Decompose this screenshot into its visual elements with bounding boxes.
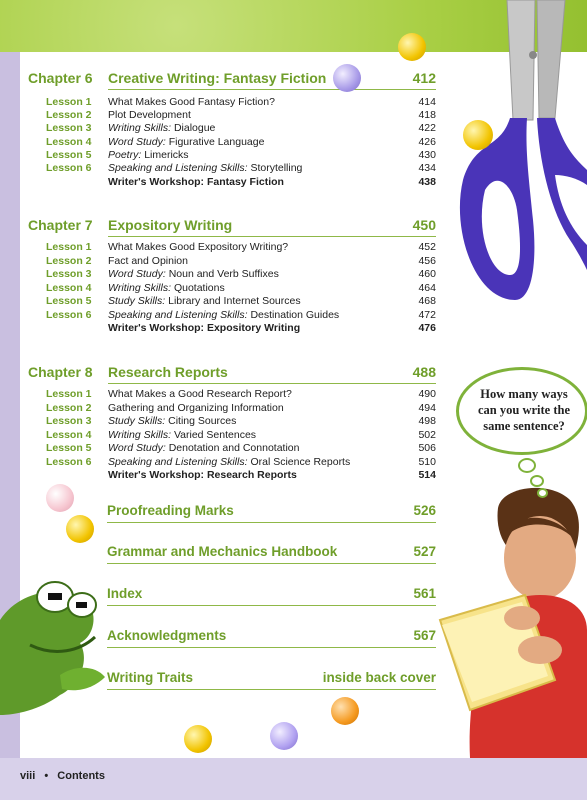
lesson-page: 498 xyxy=(418,415,436,427)
lesson-title: Writing Skills: Varied Sentences xyxy=(108,429,257,441)
lesson-number: Lesson 4 xyxy=(46,429,92,441)
lesson-row[interactable] xyxy=(28,442,436,455)
lesson-number: Lesson 4 xyxy=(46,282,92,294)
lesson-number: Lesson 3 xyxy=(46,268,92,280)
bead-icon xyxy=(331,697,359,725)
bead-icon xyxy=(270,722,298,750)
workshop-title: Writer's Workshop: Fantasy Fiction xyxy=(108,176,284,188)
lesson-title: Word Study: Noun and Verb Suffixes xyxy=(108,268,279,280)
lesson-page: 430 xyxy=(418,149,436,161)
divider xyxy=(107,647,436,648)
workshop-title: Writer's Workshop: Research Reports xyxy=(108,469,297,481)
lesson-page: 426 xyxy=(418,136,436,148)
lesson-title: Study Skills: Library and Internet Sources xyxy=(108,295,301,307)
lesson-row[interactable] xyxy=(28,149,436,162)
workshop-row[interactable] xyxy=(28,176,436,189)
workshop-title: Writer's Workshop: Expository Writing xyxy=(108,322,301,334)
lesson-row[interactable] xyxy=(28,429,436,442)
lesson-title: Study Skills: Citing Sources xyxy=(108,415,237,427)
lesson-title: Writing Skills: Quotations xyxy=(108,282,225,294)
thought-bubble-tail xyxy=(530,475,544,487)
workshop-row[interactable] xyxy=(28,322,436,335)
lesson-row[interactable] xyxy=(28,415,436,428)
lesson-number: Lesson 3 xyxy=(46,415,92,427)
divider xyxy=(107,563,436,564)
footer-page-number: viii xyxy=(20,770,36,782)
lesson-number: Lesson 3 xyxy=(46,122,92,134)
lesson-number: Lesson 2 xyxy=(46,402,92,414)
lesson-page: 414 xyxy=(418,96,436,108)
chapter-page: 450 xyxy=(412,217,436,233)
bead-icon xyxy=(46,484,74,512)
lesson-row[interactable] xyxy=(28,162,436,175)
lesson-page: 434 xyxy=(418,162,436,174)
workshop-page: 514 xyxy=(418,469,436,481)
lesson-number: Lesson 1 xyxy=(46,388,92,400)
lesson-row[interactable] xyxy=(28,255,436,268)
page-footer xyxy=(20,770,105,782)
lesson-title: What Makes a Good Research Report? xyxy=(108,388,292,400)
chapter-number: Chapter 7 xyxy=(28,217,93,233)
section-page: 567 xyxy=(413,628,436,643)
lesson-row[interactable] xyxy=(28,109,436,122)
lesson-row[interactable] xyxy=(28,96,436,109)
lesson-title: Gathering and Organizing Information xyxy=(108,402,284,414)
section-page: inside back cover xyxy=(322,670,436,685)
lesson-title: What Makes Good Fantasy Fiction? xyxy=(108,96,275,108)
chapter-number: Chapter 6 xyxy=(28,70,93,86)
workshop-page: 438 xyxy=(418,176,436,188)
bead-icon xyxy=(66,515,94,543)
lesson-title: Fact and Opinion xyxy=(108,255,188,267)
lesson-row[interactable] xyxy=(28,388,436,401)
lesson-title: Speaking and Listening Skills: Destination Guides xyxy=(108,309,340,321)
lesson-page: 418 xyxy=(418,109,436,121)
chapter-title: Expository Writing xyxy=(108,217,233,233)
chapter-title: Creative Writing: Fantasy Fiction xyxy=(108,70,327,86)
lesson-row[interactable] xyxy=(28,295,436,308)
lesson-page: 494 xyxy=(418,402,436,414)
lesson-page: 510 xyxy=(418,456,436,468)
lesson-number: Lesson 1 xyxy=(46,241,92,253)
lesson-number: Lesson 6 xyxy=(46,456,92,468)
lesson-row[interactable] xyxy=(28,402,436,415)
lesson-title: Poetry: Limericks xyxy=(108,149,189,161)
bead-icon xyxy=(398,33,426,61)
thought-bubble-tail xyxy=(518,458,536,473)
bead-icon xyxy=(333,64,361,92)
thought-bubble-text: How many ways can you write the same sentence? xyxy=(478,387,570,433)
lesson-page: 472 xyxy=(418,309,436,321)
lesson-number: Lesson 2 xyxy=(46,109,92,121)
lesson-page: 502 xyxy=(418,429,436,441)
lesson-row[interactable] xyxy=(28,122,436,135)
lesson-number: Lesson 1 xyxy=(46,96,92,108)
lesson-page: 422 xyxy=(418,122,436,134)
lesson-number: Lesson 5 xyxy=(46,442,92,454)
lesson-page: 456 xyxy=(418,255,436,267)
chapter-page: 488 xyxy=(412,364,436,380)
lesson-page: 506 xyxy=(418,442,436,454)
chapter-title: Research Reports xyxy=(108,364,228,380)
section-title: Proofreading Marks xyxy=(107,503,234,518)
frog-puppet-icon xyxy=(0,565,110,720)
workshop-page: 476 xyxy=(418,322,436,334)
divider xyxy=(108,383,436,384)
divider xyxy=(108,236,436,237)
divider xyxy=(108,89,436,90)
divider xyxy=(107,605,436,606)
section-page: 561 xyxy=(413,586,436,601)
lesson-number: Lesson 6 xyxy=(46,309,92,321)
lesson-number: Lesson 5 xyxy=(46,295,92,307)
lesson-number: Lesson 2 xyxy=(46,255,92,267)
lesson-page: 452 xyxy=(418,241,436,253)
lesson-row[interactable] xyxy=(28,241,436,254)
lesson-number: Lesson 4 xyxy=(46,136,92,148)
divider xyxy=(107,522,436,523)
lesson-number: Lesson 6 xyxy=(46,162,92,174)
bead-icon xyxy=(184,725,212,753)
lesson-page: 468 xyxy=(418,295,436,307)
lesson-page: 490 xyxy=(418,388,436,400)
footer-label: Contents xyxy=(57,770,105,782)
boy-reading-icon xyxy=(430,480,587,758)
chapter-number: Chapter 8 xyxy=(28,364,93,380)
section-page: 527 xyxy=(413,544,436,559)
lesson-row[interactable] xyxy=(28,456,436,469)
section-title: Grammar and Mechanics Handbook xyxy=(107,544,338,559)
bead-icon xyxy=(463,120,493,150)
lesson-title: Word Study: Denotation and Connotation xyxy=(108,442,300,454)
lesson-page: 464 xyxy=(418,282,436,294)
lesson-row[interactable] xyxy=(28,268,436,281)
section-title: Acknowledgments xyxy=(107,628,227,643)
lesson-title: Plot Development xyxy=(108,109,191,121)
section-page: 526 xyxy=(413,503,436,518)
lesson-title: Speaking and Listening Skills: Oral Science Reports xyxy=(108,456,351,468)
chapter-page: 412 xyxy=(412,70,436,86)
section-title: Index xyxy=(107,586,143,601)
lesson-title: What Makes Good Expository Writing? xyxy=(108,241,289,253)
thought-bubble-tail xyxy=(537,488,548,498)
scissors-icon xyxy=(455,0,587,312)
lesson-row[interactable] xyxy=(28,309,436,322)
divider xyxy=(107,689,436,690)
lesson-row[interactable] xyxy=(28,282,436,295)
lesson-page: 460 xyxy=(418,268,436,280)
lesson-row[interactable] xyxy=(28,136,436,149)
lesson-number: Lesson 5 xyxy=(46,149,92,161)
footer-separator: • xyxy=(44,770,49,782)
workshop-row[interactable] xyxy=(28,469,436,482)
lesson-title: Word Study: Figurative Language xyxy=(108,136,265,148)
lesson-title: Writing Skills: Dialogue xyxy=(108,122,216,134)
section-title: Writing Traits xyxy=(107,670,194,685)
lesson-title: Speaking and Listening Skills: Storytelling xyxy=(108,162,303,174)
